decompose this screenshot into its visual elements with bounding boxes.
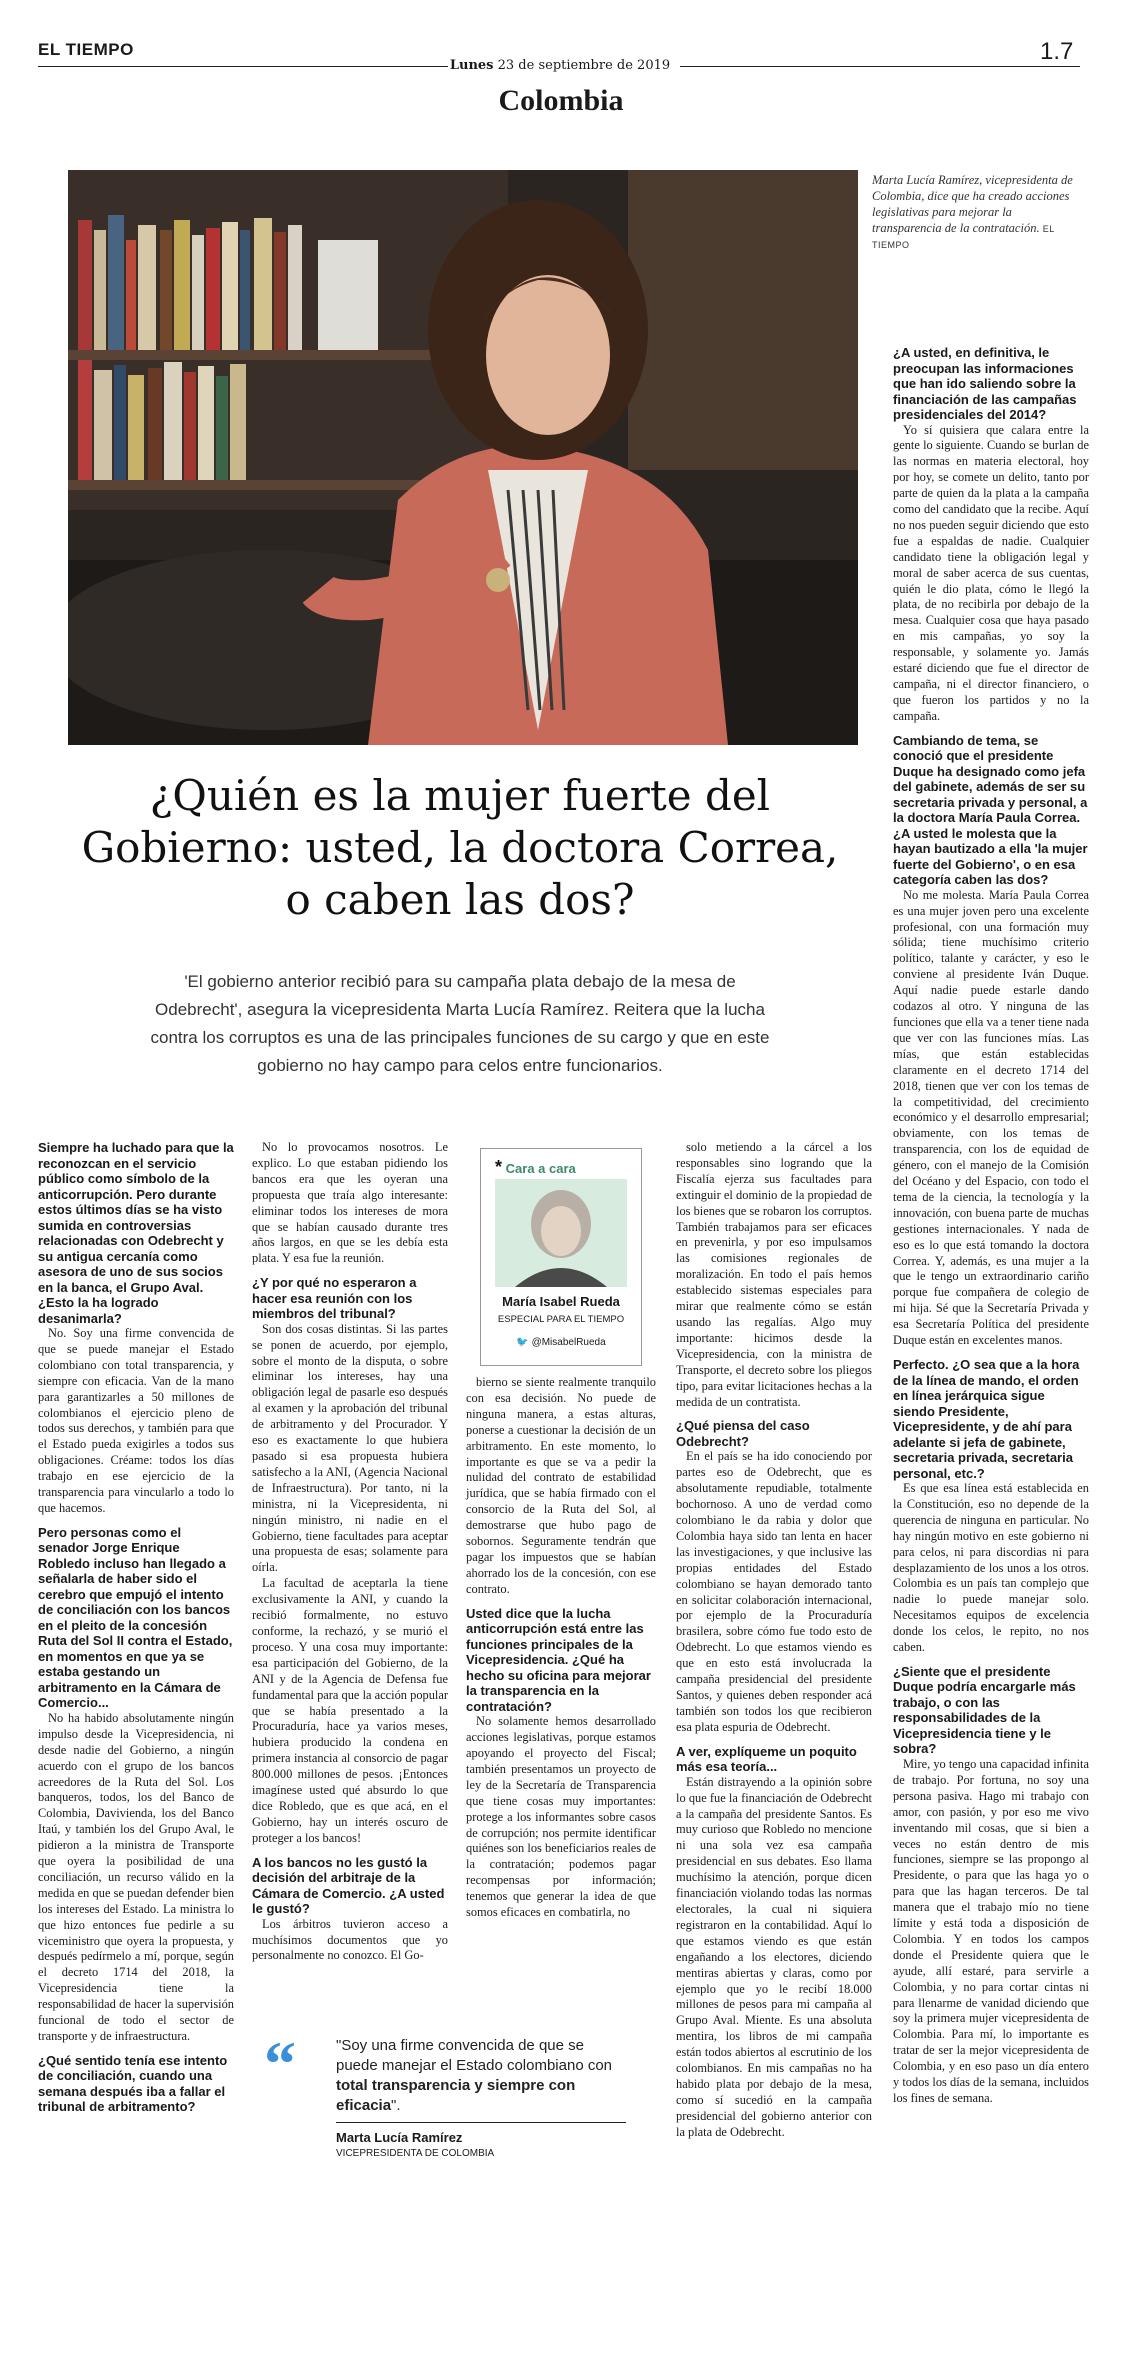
article-column-3 [466, 1375, 656, 1921]
interview-answer: No lo provocamos nosotros. Le explico. Lo que estaban pidiendo los bancos era que les oyeran una propuesta que traía algo interesante: eliminar todos los intereses de mora que se habían causado durante tres años largos, en que se les debía esta plata. Y esa fue la reunión. [252, 1140, 448, 1266]
interview-answer: solo metiendo a la cárcel a los responsables sino logrando que la Fiscalía ejerza sus facultades para extinguir el dominio de la propiedad de los bienes que se robaron los corruptos. También trabajamos para ser eficaces en prevenirla, y por eso impulsamos las comisiones regionales de moralización. En todo el país hemos establecido sistemas especiales para mirar que realmente cómo se están usando las regalías. Algo muy importante: hicimos desde la Vicepresidencia, con la ministra de Transporte, el decreto sobre los pliegos tipo, para evitar licitaciones hechas a la medida de un contratista. [676, 1140, 872, 1409]
columnist-name: María Isabel Rueda [502, 1294, 620, 1309]
interview-answer: Son dos cosas distintas. Si las partes se ponen de acuerdo, por ejemplo, sobre el monto de la disputa, o sobre eliminar los intereses, hay una obligación legal de pasarle eso después al examen y la aprobación del tribunal de arbitramento y del Procurador. Y eso es exactamente lo que hubiera pasado si esa propuesta hubiera satisfecho a la ANI, (Agencia Nacional de Infraestructura). Por tanto, ni la ministra, ni la Vicepresidenta, ni ningún ministro, ni nadie en el Gobierno, tiene facultades para aceptar una propuesta de esas; solamente para oírla. [252, 1321, 448, 1575]
interview-question: Pero personas como el senador Jorge Enrique Robledo incluso han llegado a señalarla de haber sido el cerebro que empujó el intento de conciliación con los bancos en el pleito de la concesión Ruta del Sol II contra el Estado, en momentos en que ya se estaba gestando un arbitramento en la Cámara de Comercio... [38, 1524, 233, 1711]
interview-answer: No ha habido absolutamente ningún impulso desde la Vicepresidencia, ni desde nadie del Gobierno, a ningún acuerdo con el grupo de los bancos acreedores de la Ruta del Sol. Los banqueros, todos, los del Banco de Colombia, Davivienda, los del Banco Itaú, y también los del Grupo Aval, le pidieron a la ministra de Transporte que oyera la posibilidad de una conciliación, un recurso válido en la medida en que se puedan defender bien los intereses del Estado. La ministra lo que hizo entonces fue pedirle a su viceministro que oyera la propuesta, y después pedírmelo a mí, porque, según el decreto 1714 del 2018, la Vicepresidencia tiene la responsabilidad de hacer la supervisión funcional de todo el sector de transporte y de infraestructura. [38, 1710, 234, 2043]
issue-date: Lunes 23 de septiembre de 2019 [449, 58, 671, 73]
interview-answer: Mire, yo tengo una capacidad infinita de trabajo. Por fortuna, no soy una persona pasiva. Hago mi trabajo con amor, con pasión, y por eso me vivo inventando mil cosas, que si bien a veces no están dentro de mis funciones, siempre se las propongo al Presidente, o para que las haga yo o para que las hagan terceros. De tal manera que el trabajo mío no tiene límite y está toda a disposición de Colombia. Y en todos los campos donde el Presidente quiera que le ayude, allí estaré, para servirle a Colombia, y no para cortar cintas ni para llenarme de vanidad diciendo que soy la primera mujer vicepresidenta de Colombia. Para mí, lo importante es tratar de ser la mejor vicepresidenta de Colombia, y en eso paso un día entero y todos los días de la semana, incluidos los fines de semana. [893, 1756, 1089, 2105]
article-column-2 [252, 1140, 448, 1964]
interview-question: ¿Qué sentido tenía ese intento de conciliación, cuando una semana después iba a fallar el tribunal de arbitramento? [38, 2052, 228, 2115]
interview-answer: Están distrayendo a la opinión sobre lo que fue la financiación de Odebrecht a la campaña del presidente Santos. Es muy curioso que Robledo no mencione ni una sola vez esa campaña presidencial en sus debates. Eso llama muchísimo la atención, porque dicen financiación violando todas las normas electorales, la cual ni siquiera registraron en la contabilidad. Aquí lo que estamos viendo es que están engañando a los electores, diciendo mentiras abiertas y claras, como por ejemplo que yo le recibí 18.000 millones de pesos para mi campaña al Grupo Aval. Miente. Es una absoluta mentira, los libros de mi campaña están todos abiertos al escrutinio de los colombianos. En mis campañas no ha habido plata por debajo de la mesa, como sí sucedió en la campaña presidencial del gobierno anterior con la plata de Odebrecht. [676, 1774, 872, 2139]
interview-answer: Es que esa línea está establecida en la Constitución, eso no depende de la querencia de ninguna en particular. No hay ningún motivo en este gobierno ni para celos, ni para discordias ni para desplazamiento de los unos a los otros. Colombia es un país tan complejo que nadie lo puede manejar solo. Necesitamos equipos de excelencia donde los celos, le repito, no nos caben. [893, 1481, 1089, 1655]
interview-answer: bierno se siente realmente tranquilo con esa decisión. No puede de ninguna manera, a estas alturas, ponerse a cuestionar la decisión de un arbitramento. En este momento, lo importante es que se va a pedir la nulidad del contrato de estabilidad jurídica, que se había firmado con el consorcio de la Ruta del Sol, al demostrarse que hubo pago de sobornos. Seguramente tendrán que pagar los impuestos que se habían ahorrado los de la concesión, con ese contrato. [466, 1375, 656, 1596]
interview-question: ¿A usted, en definitiva, le preocupan las informaciones que han ido saliendo sobre la financiación de las campañas presidenciales del 2014? [893, 345, 1077, 422]
article-column-5 [893, 345, 1089, 2107]
photo-caption: Marta Lucía Ramírez, vicepresidenta de Colombia, dice que ha creado acciones legislativas para mejorar la transparencia de la contratación. EL TIEMPO [872, 173, 1073, 250]
pull-quote-divider [336, 2122, 626, 2123]
pull-quote-text: "Soy una firme convencida de que se puede manejar el Estado colombiano con total transparencia y siempre con eficacia". [336, 2037, 613, 2114]
interview-answer: No solamente hemos desarrollado acciones legislativas, porque estamos apoyando el proyecto del Fiscal; también presentamos un proyecto de ley de la Secretaría de Transparencia que tiene cosas muy importantes: protege a los informantes sobre casos de corrupción; nos permite identificar quiénes son los beneficiarios reales de la contratación; podemos pagar recompensas por información; tenemos que generar la idea de que somos eficaces en combatirla, no [466, 1714, 656, 1920]
newspaper-masthead: EL TIEMPO [38, 40, 134, 59]
section-tag: * Cara a cara [495, 1157, 576, 1177]
interview-question: Usted dice que la lucha anticorrupción está entre las funciones principales de la Vicepresidencia. ¿Qué ha hecho su oficina para mejorar la transparencia en la contratación? [466, 1605, 651, 1714]
interview-question: ¿Qué piensa del caso Odebrecht? [676, 1418, 810, 1449]
interview-question: ¿Siente que el presidente Duque podría encargarle más trabajo, o con las responsabilidades de la Vicepresidencia tiene y le sobra? [893, 1663, 1076, 1757]
interview-answer: En el país se ha ido conociendo por partes eso de Odebrecht, que es absolutamente repudiable, totalmente bochornoso. A uno de verdad como colombiano le da rabia y dolor que Colombia haya sido tan lenta en hacer las investigaciones, y que inclusive las propias entidades del Estado colombiano se hayan demorado tanto en solicitar colaboración internacional, por ejemplo de la Procuraduría brasilera, sobre cómo fue todo esto de Odebrecht. Lo que estamos viendo es que en esto está involucrada la campaña presidencial del presidente Santos, y quienes deben responder acá también son todos los que recibieron esa plata espuria de Odebrecht. [676, 1449, 872, 1734]
headline: ¿Quién es la mujer fuerte del Gobierno: usted, la doctora Correa, o caben las dos? [81, 771, 839, 924]
lede-paragraph: 'El gobierno anterior recibió para su campaña plata debajo de la mesa de Odebrecht', asegura la vicepresidenta Marta Lucía Ramírez. Reitera que la lucha contra los corruptos es una de las principales funciones de su cargo y que en este gobierno no hay campo para celos entre funcionarios. [150, 972, 770, 1075]
interview-photo [68, 170, 858, 745]
interview-question: Perfecto. ¿O sea que a la hora de la línea de mando, el orden en línea jerárquica sigue siendo Presidente, Vicepresidente, y de ahí para adelante si jefa de gabinete, secretaria privada, secretaria personal, etc.? [893, 1357, 1080, 1481]
interview-answer: La facultad de aceptarla la tiene exclusivamente la ANI, y cuando la recibió formalmente, no estuvo conforme, la rechazó, y se murió el proceso. Y una cosa muy importante: esa participación del Gobierno, de la ANI y de la Agencia de Defensa fue fundamental para que la acción popular que se había presentado a la Procuraduría, hace ya varios meses, hubiera producido la condena en primera instancia al consorcio de pagar 800.000 millones de pesos. ¡Entonces imagínese usted qué absurdo lo que dice Robledo, que es que acá, en el Gobierno, hay un interés oscuro de proteger a los bancos! [252, 1576, 448, 1845]
top-rule-right [680, 66, 1080, 67]
interview-question: A ver, explíqueme un poquito más esa teoría... [676, 1743, 857, 1775]
columnist-box [480, 1148, 642, 1366]
twitter-bird-icon: 🐦 [516, 1337, 529, 1348]
page-number: 1.7 [1040, 38, 1074, 65]
asterisk-icon: * [495, 1157, 503, 1177]
columnist-role: ESPECIAL PARA EL TIEMPO [497, 1314, 625, 1325]
quote-mark-icon: “ [264, 2028, 296, 2099]
photo-illustration [68, 170, 858, 745]
columnist-portrait [495, 1179, 627, 1287]
interview-question: Cambiando de tema, se conoció que el presidente Duque ha designado como jefa del gabinete, además de ser su secretaria privada y personal, a la doctora María Paula Correa. ¿A usted le molesta que la hayan bautizado a ella 'la mujer fuerte del Gobierno', o en esa categoría caben las dos? [893, 732, 1088, 888]
twitter-handle[interactable]: 🐦 @MisabelRueda [516, 1337, 606, 1348]
article-column-4 [676, 1140, 872, 2141]
pull-quote-author: Marta Lucía Ramírez [336, 2130, 463, 2145]
interview-answer: Yo sí quisiera que calara entre la gente lo siguiente. Cuando se burlan de las normas en materia electoral, hoy por hoy, se comete un delito, tanto por parte de quien da la plata a la campaña como del candidato que la recibe. Aquí no nos pueden seguir diciendo que esto fue a espaldas de nadie. Cualquier candidato tiene la obligación legal y moral de saber acerca de sus cuentas, quién le dio plata, cómo le llegó la plata, de no recibirla por debajo de la mesa. Cualquier cosa que haya pasado en mis campañas, yo soy la responsable, y solamente yo. Jamás estaré diciendo que fue el director de campaña, ni el director financiero, o que fueron los partidos y no la campaña. [893, 422, 1089, 723]
article-column-1 [38, 1140, 234, 2115]
photo-credit: EL TIEMPO [872, 224, 1055, 250]
section-title: Colombia [498, 84, 624, 117]
interview-answer: No. Soy una firme convencida de que se puede manejar el Estado colombiano con total transparencia, y siempre con eficacia. Van de la mano para garantizarles a 50 millones de colombianos el ejercicio pleno de todos sus derechos, y también para que el Estado pueda exigirles a todos sus obligaciones. Créame: todos los días trabajo en ese ejercicio de la transparencia para vincularlo a todo lo que hacemos. [38, 1326, 234, 1515]
interview-answer: Los árbitros tuvieron acceso a muchísimos documentos que yo personalmente no conozco. El Go- [252, 1916, 448, 1963]
interview-answer: No me molesta. María Paula Correa es una mujer joven pero una excelente profesional, con una formación muy sólida; tiene muchísimo criterio político, talante y carácter, y eso le conviene al presidente Iván Duque. Aquí nadie puede estarle dando codazos al otro. Y ninguna de las funciones que ella va a tener tiene nada que ver con las funciones mías. Las mías, que están establecidas claramente en el decreto 1714 del 2018, tienen que ver con los temas de la competitividad, del crecimiento económico y el desarrollo empresarial; obviamente, con los temas de transparencia, con los de equidad de género, con el manejo de la Comisión del Océano y del Espacio, con todo el tema de la ciencia, la tecnología y la innovación, con buena parte de muchas gestiones internacionales. Y nada de eso es lo que está tomando la doctora Correa. Y, además, es una mujer a la que le tengo un extraordinario cariño porque fue compañera de colegio de mi hija. Sé que la Secretaría Privada y esa Secretaría Política del presidente Duque están en excelentes manos. [893, 887, 1089, 1348]
interview-question: A los bancos no les gustó la decisión del arbitraje de la Cámara de Comercio. ¿A usted le gustó? [252, 1854, 445, 1917]
pull-quote-author-role: VICEPRESIDENTA DE COLOMBIA [336, 2148, 495, 2159]
top-rule-left [38, 66, 448, 67]
interview-question: ¿Y por qué no esperaron a hacer esa reunión con los miembros del tribunal? [252, 1275, 417, 1322]
interview-question: Siempre ha luchado para que la reconozcan en el servicio público como símbolo de la anticorrupción. Pero durante estos últimos días se ha visto sumida en controversias relacionadas con Odebrecht y su antigua cercanía como asesora de uno de sus socios en la banca, el Grupo Aval. ¿Esto la ha logrado desanimarla? [38, 1140, 234, 1326]
